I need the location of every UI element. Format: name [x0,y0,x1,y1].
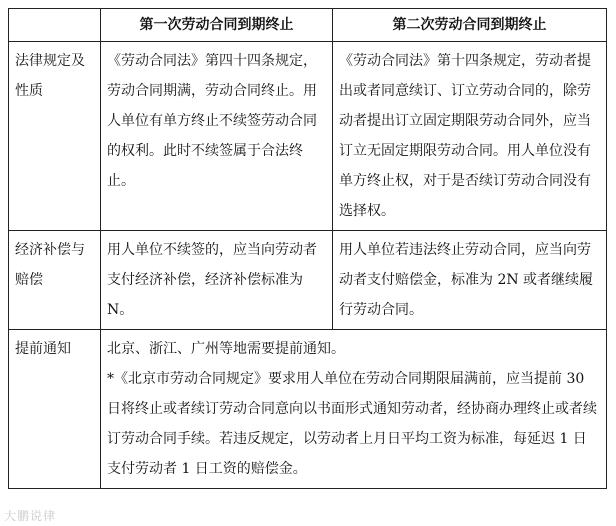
header-row [9,9,607,42]
row-label-legal-basis: 法律规定及性质 [9,42,101,231]
cell-second-legal-basis: 《劳动合同法》第十四条规定，劳动者提出或者同意续订、订立劳动合同的，除劳动者提出订立固定期限劳动合同外，应当订立无固定期限劳动合同。用人单位没有单方终止权，对于是否续订劳动合同没有选择权。 [333,42,607,231]
cell-first-legal-basis: 《劳动合同法》第四十四条规定，劳动合同期满，劳动合同终止。用人单位有单方终止不续签劳动合同的权利。此时不续签属于合法终止。 [101,42,333,231]
cell-advance-notice [101,330,607,489]
advance-notice-line2: *《北京市劳动合同规定》要求用人单位在劳动合同期限届满前，应当提前 30 日将终止或者续订劳动合同意向以书面形式通知劳动者，经协商办理终止或者续订劳动合同手续。若违反规定，以劳动者上月日平均工资为标准，每延迟 1 日支付劳动者 1 日工资的赔偿金。 [107,371,597,477]
header-empty-cell [9,9,101,42]
table-row [9,231,607,330]
cell-second-compensation: 用人单位若违法终止劳动合同，应当向劳动者支付赔偿金，标准为 2N 或者继续履行劳动合同。 [333,231,607,330]
advance-notice-line1: 北京、浙江、广州等地需要提前通知。 [107,341,345,357]
comparison-table [8,8,607,489]
row-label-advance-notice: 提前通知 [9,330,101,489]
cell-first-compensation: 用人单位不续签的，应当向劳动者支付经济补偿，经济补偿标准为 N。 [101,231,333,330]
header-first-termination: 第一次劳动合同到期终止 [101,9,333,42]
watermark: 大鹏说律 [4,509,57,523]
table-row [9,42,607,231]
table-row [9,330,607,489]
row-label-compensation: 经济补偿与赔偿 [9,231,101,330]
header-second-termination: 第二次劳动合同到期终止 [333,9,607,42]
